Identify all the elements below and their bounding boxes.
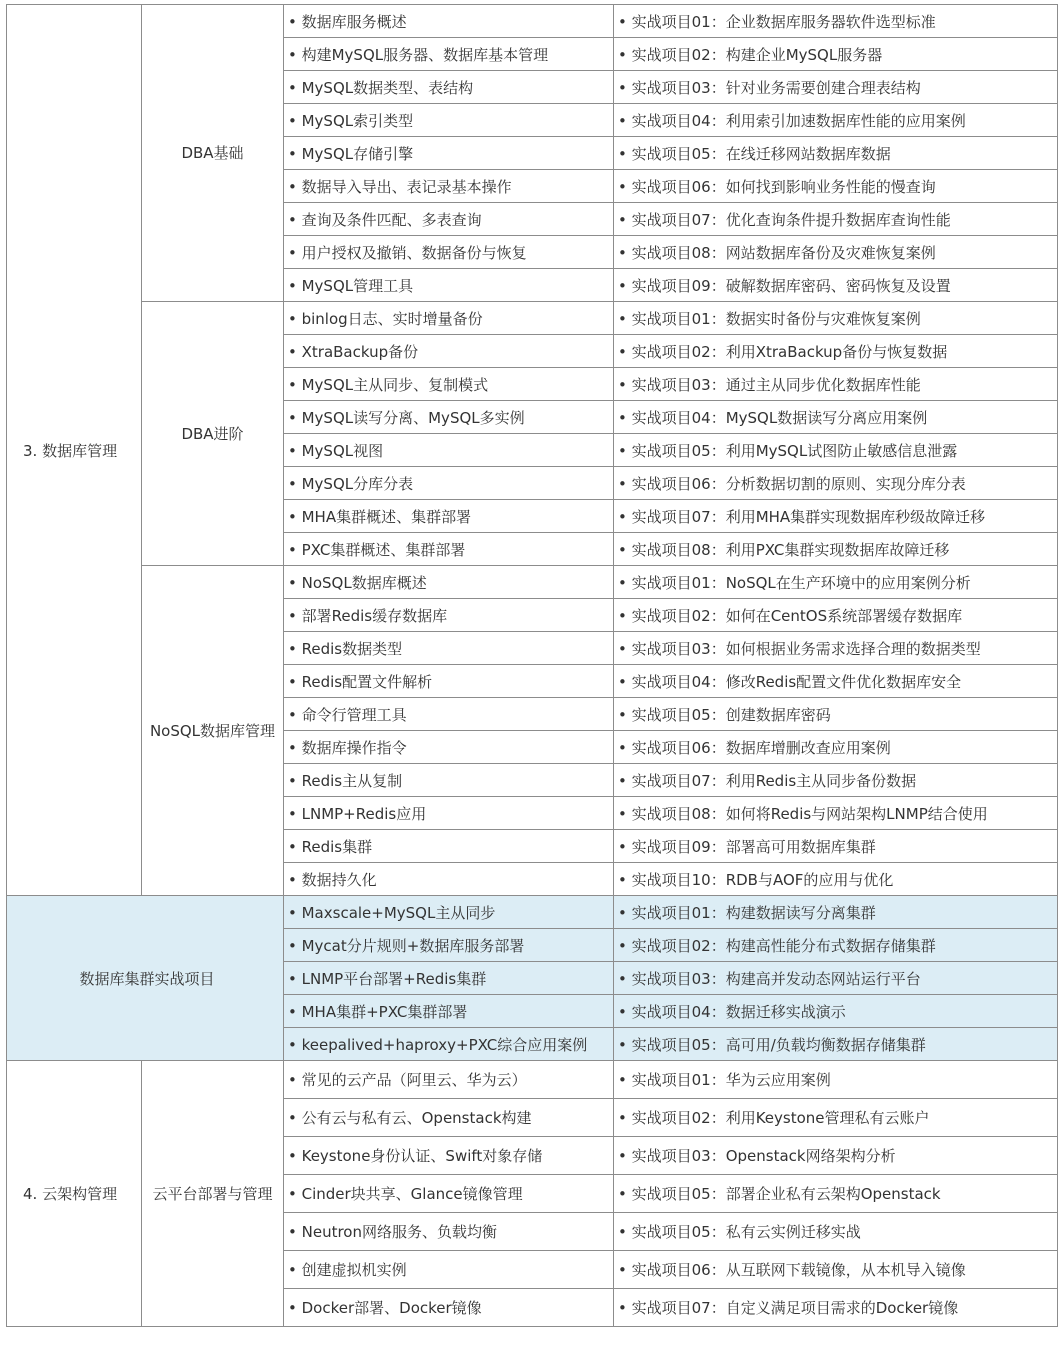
project-cell: • 实战项目02：如何在CentOS系统部署缓存数据库 xyxy=(614,599,1058,632)
topic-cell: • MySQL管理工具 xyxy=(284,269,614,302)
project-cell: • 实战项目07：利用Redis主从同步备份数据 xyxy=(614,764,1058,797)
project-cell: • 实战项目05：高可用/负载均衡数据存储集群 xyxy=(614,1028,1058,1061)
section-cell: 云平台部署与管理 xyxy=(142,1061,284,1327)
table-row xyxy=(7,896,1058,929)
topic-cell: • 部署Redis缓存数据库 xyxy=(284,599,614,632)
section-cell: NoSQL数据库管理 xyxy=(142,566,284,896)
topic-cell: • Neutron网络服务、负载均衡 xyxy=(284,1213,614,1251)
topic-cell: • binlog日志、实时增量备份 xyxy=(284,302,614,335)
project-cell: • 实战项目01：企业数据库服务器软件选型标准 xyxy=(614,5,1058,38)
project-cell: • 实战项目06：数据库增删改查应用案例 xyxy=(614,731,1058,764)
topic-cell: • Redis集群 xyxy=(284,830,614,863)
table-row xyxy=(7,5,1058,38)
project-cell: • 实战项目08：如何将Redis与网站架构LNMP结合使用 xyxy=(614,797,1058,830)
topic-cell: • MySQL读写分离、MySQL多实例 xyxy=(284,401,614,434)
project-cell: • 实战项目06：从互联网下载镜像，从本机导入镜像 xyxy=(614,1251,1058,1289)
project-cell: • 实战项目05：创建数据库密码 xyxy=(614,698,1058,731)
topic-cell: • XtraBackup备份 xyxy=(284,335,614,368)
topic-cell: • 数据库操作指令 xyxy=(284,731,614,764)
module-cell: 4. 云架构管理 xyxy=(7,1061,142,1327)
project-cell: • 实战项目04：利用索引加速数据库性能的应用案例 xyxy=(614,104,1058,137)
topic-cell: • MySQL数据类型、表结构 xyxy=(284,71,614,104)
project-cell: • 实战项目05：部署企业私有云架构Openstack xyxy=(614,1175,1058,1213)
topic-cell: • keepalived+haproxy+PXC综合应用案例 xyxy=(284,1028,614,1061)
topic-cell: • NoSQL数据库概述 xyxy=(284,566,614,599)
topic-cell: • Cinder块共享、Glance镜像管理 xyxy=(284,1175,614,1213)
topic-cell: • 构建MySQL服务器、数据库基本管理 xyxy=(284,38,614,71)
project-cell: • 实战项目02：构建企业MySQL服务器 xyxy=(614,38,1058,71)
project-cell: • 实战项目03：构建高并发动态网站运行平台 xyxy=(614,962,1058,995)
curriculum-table xyxy=(6,4,1058,1327)
project-cell: • 实战项目03：通过主从同步优化数据库性能 xyxy=(614,368,1058,401)
project-cell: • 实战项目07：利用MHA集群实现数据库秒级故障迁移 xyxy=(614,500,1058,533)
project-cell: • 实战项目08：网站数据库备份及灾难恢复案例 xyxy=(614,236,1058,269)
project-cell: • 实战项目01：华为云应用案例 xyxy=(614,1061,1058,1099)
topic-cell: • Keystone身份认证、Swift对象存储 xyxy=(284,1137,614,1175)
topic-cell: • MySQL分库分表 xyxy=(284,467,614,500)
topic-cell: • MHA集群+PXC集群部署 xyxy=(284,995,614,1028)
project-cell: • 实战项目05：利用MySQL试图防止敏感信息泄露 xyxy=(614,434,1058,467)
project-cell: • 实战项目07：自定义满足项目需求的Docker镜像 xyxy=(614,1289,1058,1327)
project-cell: • 实战项目04：MySQL数据读写分离应用案例 xyxy=(614,401,1058,434)
project-cell: • 实战项目04：修改Redis配置文件优化数据库安全 xyxy=(614,665,1058,698)
topic-cell: • MySQL索引类型 xyxy=(284,104,614,137)
topic-cell: • 数据库服务概述 xyxy=(284,5,614,38)
topic-cell: • 命令行管理工具 xyxy=(284,698,614,731)
project-cell: • 实战项目03：Openstack网络架构分析 xyxy=(614,1137,1058,1175)
cluster-section-cell: 数据库集群实战项目 xyxy=(7,896,284,1061)
topic-cell: • Docker部署、Docker镜像 xyxy=(284,1289,614,1327)
project-cell: • 实战项目08：利用PXC集群实现数据库故障迁移 xyxy=(614,533,1058,566)
project-cell: • 实战项目05：私有云实例迁移实战 xyxy=(614,1213,1058,1251)
topic-cell: • 数据持久化 xyxy=(284,863,614,896)
topic-cell: • MySQL主从同步、复制模式 xyxy=(284,368,614,401)
project-cell: • 实战项目09：部署高可用数据库集群 xyxy=(614,830,1058,863)
project-cell: • 实战项目09：破解数据库密码、密码恢复及设置 xyxy=(614,269,1058,302)
project-cell: • 实战项目05：在线迁移网站数据库数据 xyxy=(614,137,1058,170)
topic-cell: • 创建虚拟机实例 xyxy=(284,1251,614,1289)
project-cell: • 实战项目04：数据迁移实战演示 xyxy=(614,995,1058,1028)
project-cell: • 实战项目07：优化查询条件提升数据库查询性能 xyxy=(614,203,1058,236)
project-cell: • 实战项目06：分析数据切割的原则、实现分库分表 xyxy=(614,467,1058,500)
topic-cell: • MHA集群概述、集群部署 xyxy=(284,500,614,533)
topic-cell: • MySQL视图 xyxy=(284,434,614,467)
topic-cell: • Redis主从复制 xyxy=(284,764,614,797)
table-row xyxy=(7,302,1058,335)
project-cell: • 实战项目06：如何找到影响业务性能的慢查询 xyxy=(614,170,1058,203)
curriculum-body xyxy=(7,5,1058,1327)
topic-cell: • LNMP平台部署+Redis集群 xyxy=(284,962,614,995)
project-cell: • 实战项目03：针对业务需要创建合理表结构 xyxy=(614,71,1058,104)
project-cell: • 实战项目01：数据实时备份与灾难恢复案例 xyxy=(614,302,1058,335)
table-row xyxy=(7,1061,1058,1099)
project-cell: • 实战项目10：RDB与AOF的应用与优化 xyxy=(614,863,1058,896)
topic-cell: • Mycat分片规则+数据库服务部署 xyxy=(284,929,614,962)
topic-cell: • 查询及条件匹配、多表查询 xyxy=(284,203,614,236)
topic-cell: • 数据导入导出、表记录基本操作 xyxy=(284,170,614,203)
project-cell: • 实战项目02：利用Keystone管理私有云账户 xyxy=(614,1099,1058,1137)
project-cell: • 实战项目02：利用XtraBackup备份与恢复数据 xyxy=(614,335,1058,368)
project-cell: • 实战项目01：NoSQL在生产环境中的应用案例分析 xyxy=(614,566,1058,599)
topic-cell: • Maxscale+MySQL主从同步 xyxy=(284,896,614,929)
topic-cell: • Redis数据类型 xyxy=(284,632,614,665)
topic-cell: • PXC集群概述、集群部署 xyxy=(284,533,614,566)
project-cell: • 实战项目03：如何根据业务需求选择合理的数据类型 xyxy=(614,632,1058,665)
topic-cell: • 常见的云产品（阿里云、华为云） xyxy=(284,1061,614,1099)
module-cell: 3. 数据库管理 xyxy=(7,5,142,896)
topic-cell: • MySQL存储引擎 xyxy=(284,137,614,170)
project-cell: • 实战项目02：构建高性能分布式数据存储集群 xyxy=(614,929,1058,962)
section-cell: DBA进阶 xyxy=(142,302,284,566)
topic-cell: • 用户授权及撤销、数据备份与恢复 xyxy=(284,236,614,269)
table-row xyxy=(7,566,1058,599)
section-cell: DBA基础 xyxy=(142,5,284,302)
topic-cell: • 公有云与私有云、Openstack构建 xyxy=(284,1099,614,1137)
topic-cell: • LNMP+Redis应用 xyxy=(284,797,614,830)
project-cell: • 实战项目01：构建数据读写分离集群 xyxy=(614,896,1058,929)
topic-cell: • Redis配置文件解析 xyxy=(284,665,614,698)
